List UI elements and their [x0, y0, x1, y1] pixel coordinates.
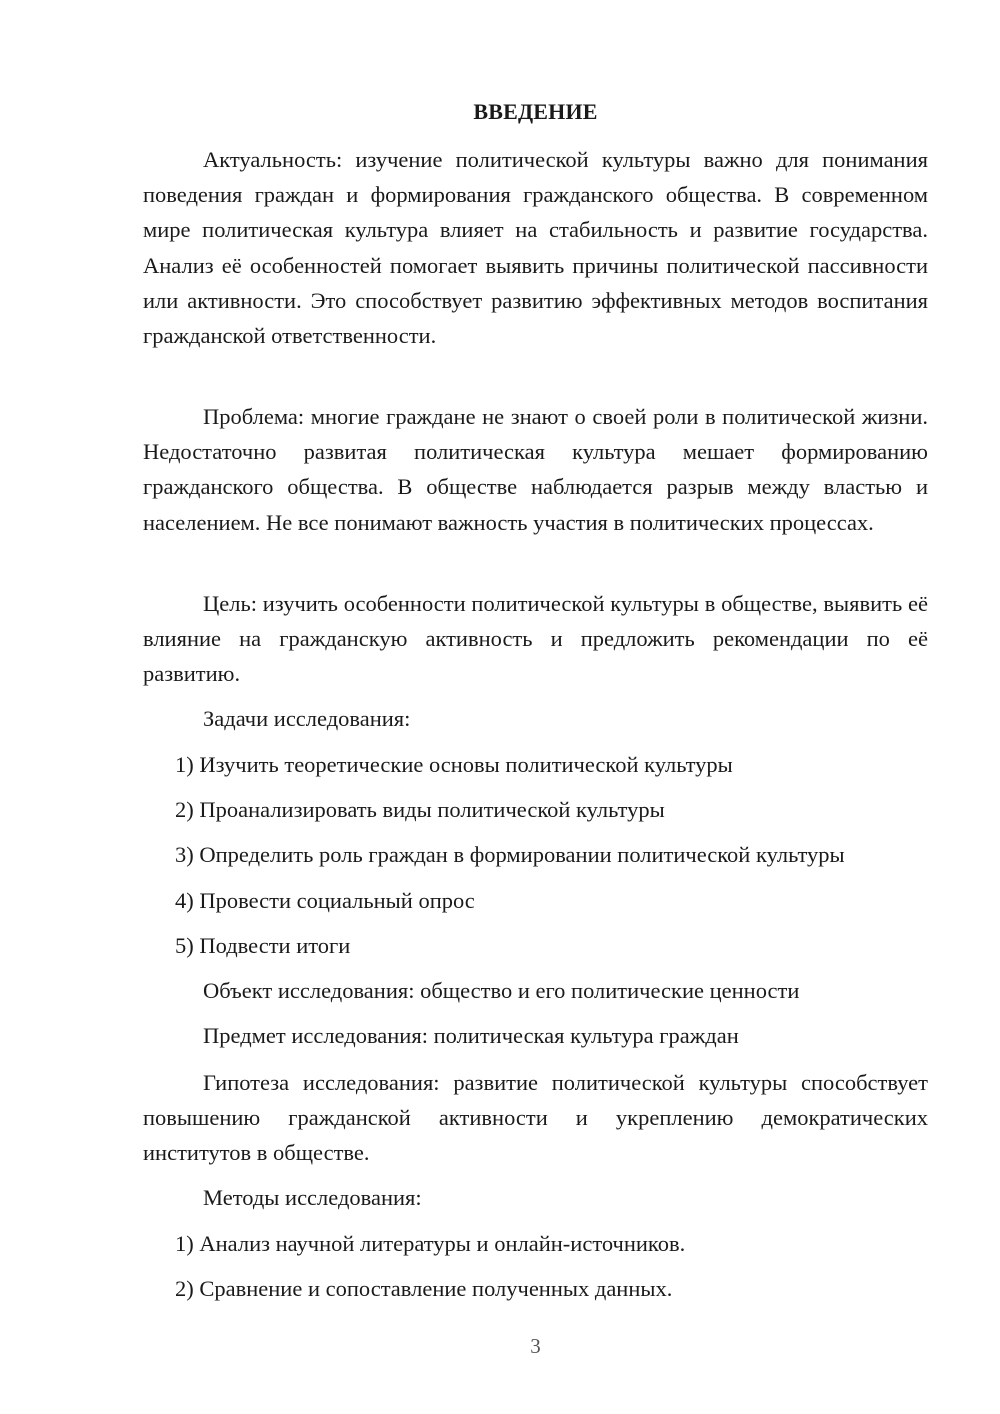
method-item: 1) Анализ научной литературы и онлайн-источников. — [175, 1231, 686, 1256]
method-item: 2) Сравнение и сопоставление полученных данных. — [175, 1276, 673, 1301]
paragraph-relevance — [143, 142, 928, 353]
task-item: 2) Проанализировать виды политической культуры — [175, 797, 665, 822]
paragraph-hypothesis — [143, 1065, 928, 1171]
task-item: 3) Определить роль граждан в формировании политической культуры — [175, 842, 845, 867]
paragraph-relevance-text: Актуальность: изучение политической культуры важно для понимания поведения граждан и формирования гражданского общества. В современном мире политическая культура влияет на стабильность и развитие государства. Анализ её особенностей помогает выявить причины политической пассивности или активности. Это способствует развитию эффективных методов воспитания гражданской ответственности. — [143, 147, 928, 349]
research-object: Объект исследования: общество и его политические ценности — [203, 978, 800, 1003]
task-item: 5) Подвести итоги — [175, 933, 351, 958]
section-heading: ВВЕДЕНИЕ — [473, 99, 598, 124]
page-number: 3 — [530, 1334, 541, 1358]
task-item: 4) Провести социальный опрос — [175, 888, 475, 913]
paragraph-goal-text: Цель: изучить особенности политической культуры в обществе, выявить её влияние на гражданскую активность и предложить рекомендации по её развитию. — [143, 591, 928, 687]
research-subject: Предмет исследования: политическая культура граждан — [203, 1023, 739, 1048]
paragraph-hypothesis-text: Гипотеза исследования: развитие политической культуры способствует повышению гражданской активности и укреплению демократических институтов в обществе. — [143, 1070, 928, 1166]
methods-label: Методы исследования: — [203, 1185, 422, 1210]
task-item: 1) Изучить теоретические основы политической культуры — [175, 752, 733, 777]
paragraph-problem — [143, 399, 928, 540]
tasks-label: Задачи исследования: — [203, 706, 411, 731]
paragraph-goal — [143, 586, 928, 692]
paragraph-problem-text: Проблема: многие граждане не знают о своей роли в политической жизни. Недостаточно развитая политическая культура мешает формированию гражданского общества. В обществе наблюдается разрыв между властью и населением. Не все понимают важность участия в политических процессах. — [143, 404, 928, 535]
